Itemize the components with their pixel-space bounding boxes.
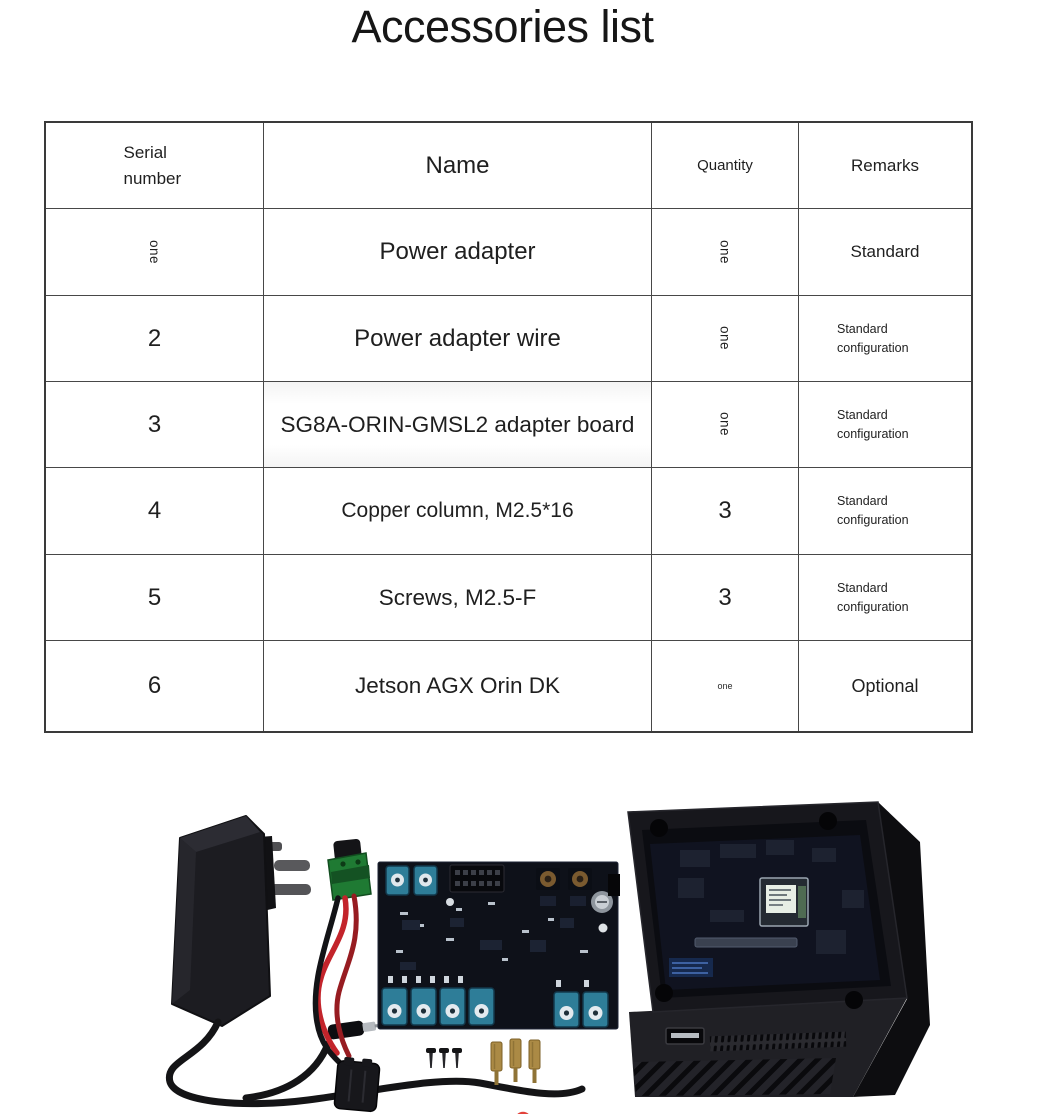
accessories-table (44, 121, 973, 733)
table-row-1-remarks: Standard (799, 209, 971, 296)
table-row-1-serial: one (46, 209, 264, 296)
accessories-photo (150, 790, 940, 1114)
col-header-name: Name (264, 123, 652, 209)
table-row-6-serial: 6 (46, 641, 264, 731)
table-row-3-quantity: one (652, 382, 799, 468)
table-row-4-serial: 4 (46, 468, 264, 555)
table-row-2-name: Power adapter wire (264, 296, 652, 382)
table-row-4-name: Copper column, M2.5*16 (264, 468, 652, 555)
table-row-2-remarks: Standard configuration (799, 296, 971, 382)
table-row-4-quantity: 3 (652, 468, 799, 555)
table-row-2-serial: 2 (46, 296, 264, 382)
page-title: Accessories list (351, 1, 654, 52)
table-row-1-name: Power adapter (264, 209, 652, 296)
table-row-4-remarks: Standard configuration (799, 468, 971, 555)
table-row-5-remarks: Standard configuration (799, 555, 971, 641)
screws-photo (426, 1048, 462, 1068)
table-row-5-name: Screws, M2.5-F (264, 555, 652, 641)
table-row-2-quantity: one (652, 296, 799, 382)
power-adapter-wire-photo (315, 839, 380, 1112)
table-row-3-remarks: Standard configuration (799, 382, 971, 468)
col-header-remarks: Remarks (799, 123, 971, 209)
gmsl2-adapter-board-photo (378, 862, 620, 1029)
jetson-agx-orin-dk-photo (628, 802, 930, 1097)
col-header-serial-number: Serial number (46, 123, 264, 209)
table-row-5-serial: 5 (46, 555, 264, 641)
table-row-1-quantity: one (652, 209, 799, 296)
table-row-6-remarks: Optional (799, 641, 971, 731)
copper-standoffs-photo (491, 1039, 540, 1085)
table-row-5-quantity: 3 (652, 555, 799, 641)
table-row-6-quantity: one (652, 641, 799, 731)
table-row-6-name: Jetson AGX Orin DK (264, 641, 652, 731)
table-row-3-serial: 3 (46, 382, 264, 468)
table-row-3-name: SG8A-ORIN-GMSL2 adapter board (264, 382, 652, 468)
col-header-quantity: Quantity (652, 123, 799, 209)
